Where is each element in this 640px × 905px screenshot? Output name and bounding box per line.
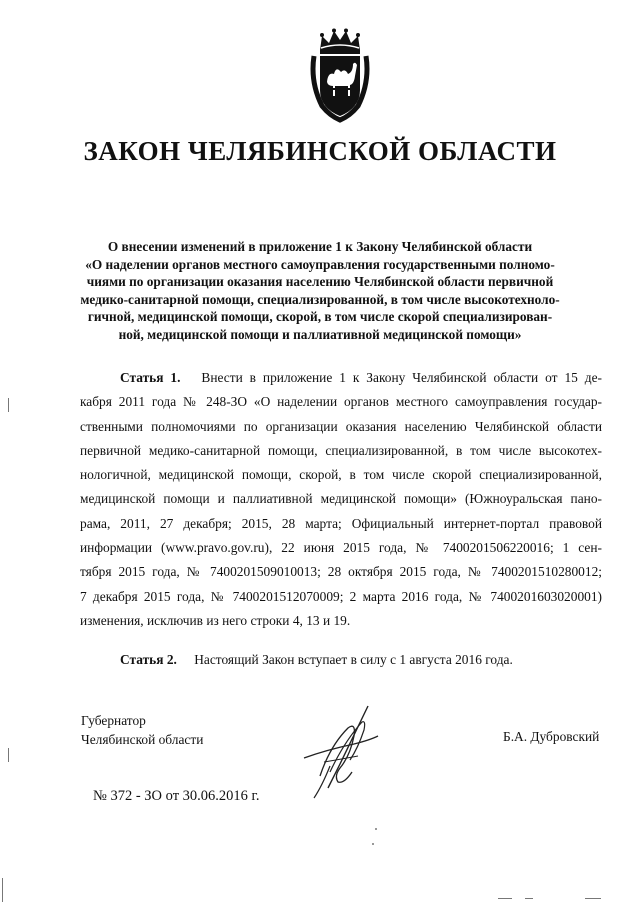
governor-title-line: Челябинской области xyxy=(81,732,204,747)
governor-title-line: Губернатор xyxy=(81,713,146,728)
scan-artifact xyxy=(372,843,374,845)
governor-title xyxy=(81,711,203,749)
article-1-line: кабря 2011 года № 248-ЗО «О наделении органов местного самоуправления государ- xyxy=(80,394,602,410)
article-1-line: изменения, исключив из него строки 4, 13 и 19. xyxy=(80,612,351,628)
scan-artifact xyxy=(8,748,9,762)
governor-name: Б.А. Дубровский xyxy=(503,729,600,744)
article-1-line: информации (www.pravo.gov.ru), 22 июня 2015 года, № 7400201506220016; 1 сен- xyxy=(80,540,602,556)
article-1-line: тября 2015 года, № 7400201509010013; 28 октября 2015 года, № 7400201510280012; xyxy=(80,564,602,580)
subtitle-line: ной, медицинской помощи и паллиативной медицинской помощи» xyxy=(118,326,522,342)
scan-artifact xyxy=(8,398,9,412)
article-1-line xyxy=(80,366,602,390)
subtitle-line: гичной, медицинской помощи, скорой, в том числе скорой специализирован- xyxy=(87,309,553,324)
scan-artifact xyxy=(585,898,601,899)
handwritten-signature-icon xyxy=(300,702,384,802)
law-number-date: № 372 - ЗО от 30.06.2016 г. xyxy=(93,788,260,804)
subtitle-line: «О наделении органов местного самоуправления государственными полномо- xyxy=(85,256,555,272)
subtitle-line: О внесении изменений в приложение 1 к Закону Челябинской области xyxy=(107,239,533,254)
article-1-line: 7 декабря 2015 года, № 7400201512070009; 2 марта 2016 года, № 7400201603020001) xyxy=(80,588,602,604)
law-subtitle xyxy=(70,238,570,343)
article-1-line: рама, 2011, 27 декабря; 2015, 28 марта; Официальный интернет-портал правовой xyxy=(80,515,602,531)
scan-artifact xyxy=(375,828,377,830)
coat-of-arms-icon xyxy=(308,28,372,124)
scan-artifact xyxy=(2,878,3,902)
article-1-line: нологичной, медицинской помощи, скорой, в том числе скорой специализированной, xyxy=(80,467,602,483)
scan-artifact xyxy=(498,898,512,899)
article-1-line: медицинской помощи и паллиативной медицинской помощи» (Южноуральская пано- xyxy=(80,491,602,507)
article-1-label: Статья 1. xyxy=(120,370,181,385)
article-1 xyxy=(80,366,602,633)
article-2 xyxy=(120,652,513,668)
subtitle-line: медико-санитарной помощи, специализированной, в том числе высокотехноло- xyxy=(80,291,560,307)
article-1-line: ственными полномочиями по организации оказания населению Челябинской области xyxy=(80,418,602,434)
article-1-line: первичной медико-санитарной помощи, специализированной, в том числе высокотех- xyxy=(80,442,602,458)
scan-artifact xyxy=(525,898,533,899)
subtitle-line: чиями по организации оказания населению Челябинской области первичной xyxy=(86,274,554,289)
law-title: ЗАКОН ЧЕЛЯБИНСКОЙ ОБЛАСТИ xyxy=(83,136,557,166)
article-2-label: Статья 2. xyxy=(120,652,177,667)
article-1-text: Внести в приложение 1 к Закону Челябинской области от 15 де- xyxy=(201,370,602,385)
article-2-text: Настоящий Закон вступает в силу с 1 августа 2016 года. xyxy=(194,652,513,667)
